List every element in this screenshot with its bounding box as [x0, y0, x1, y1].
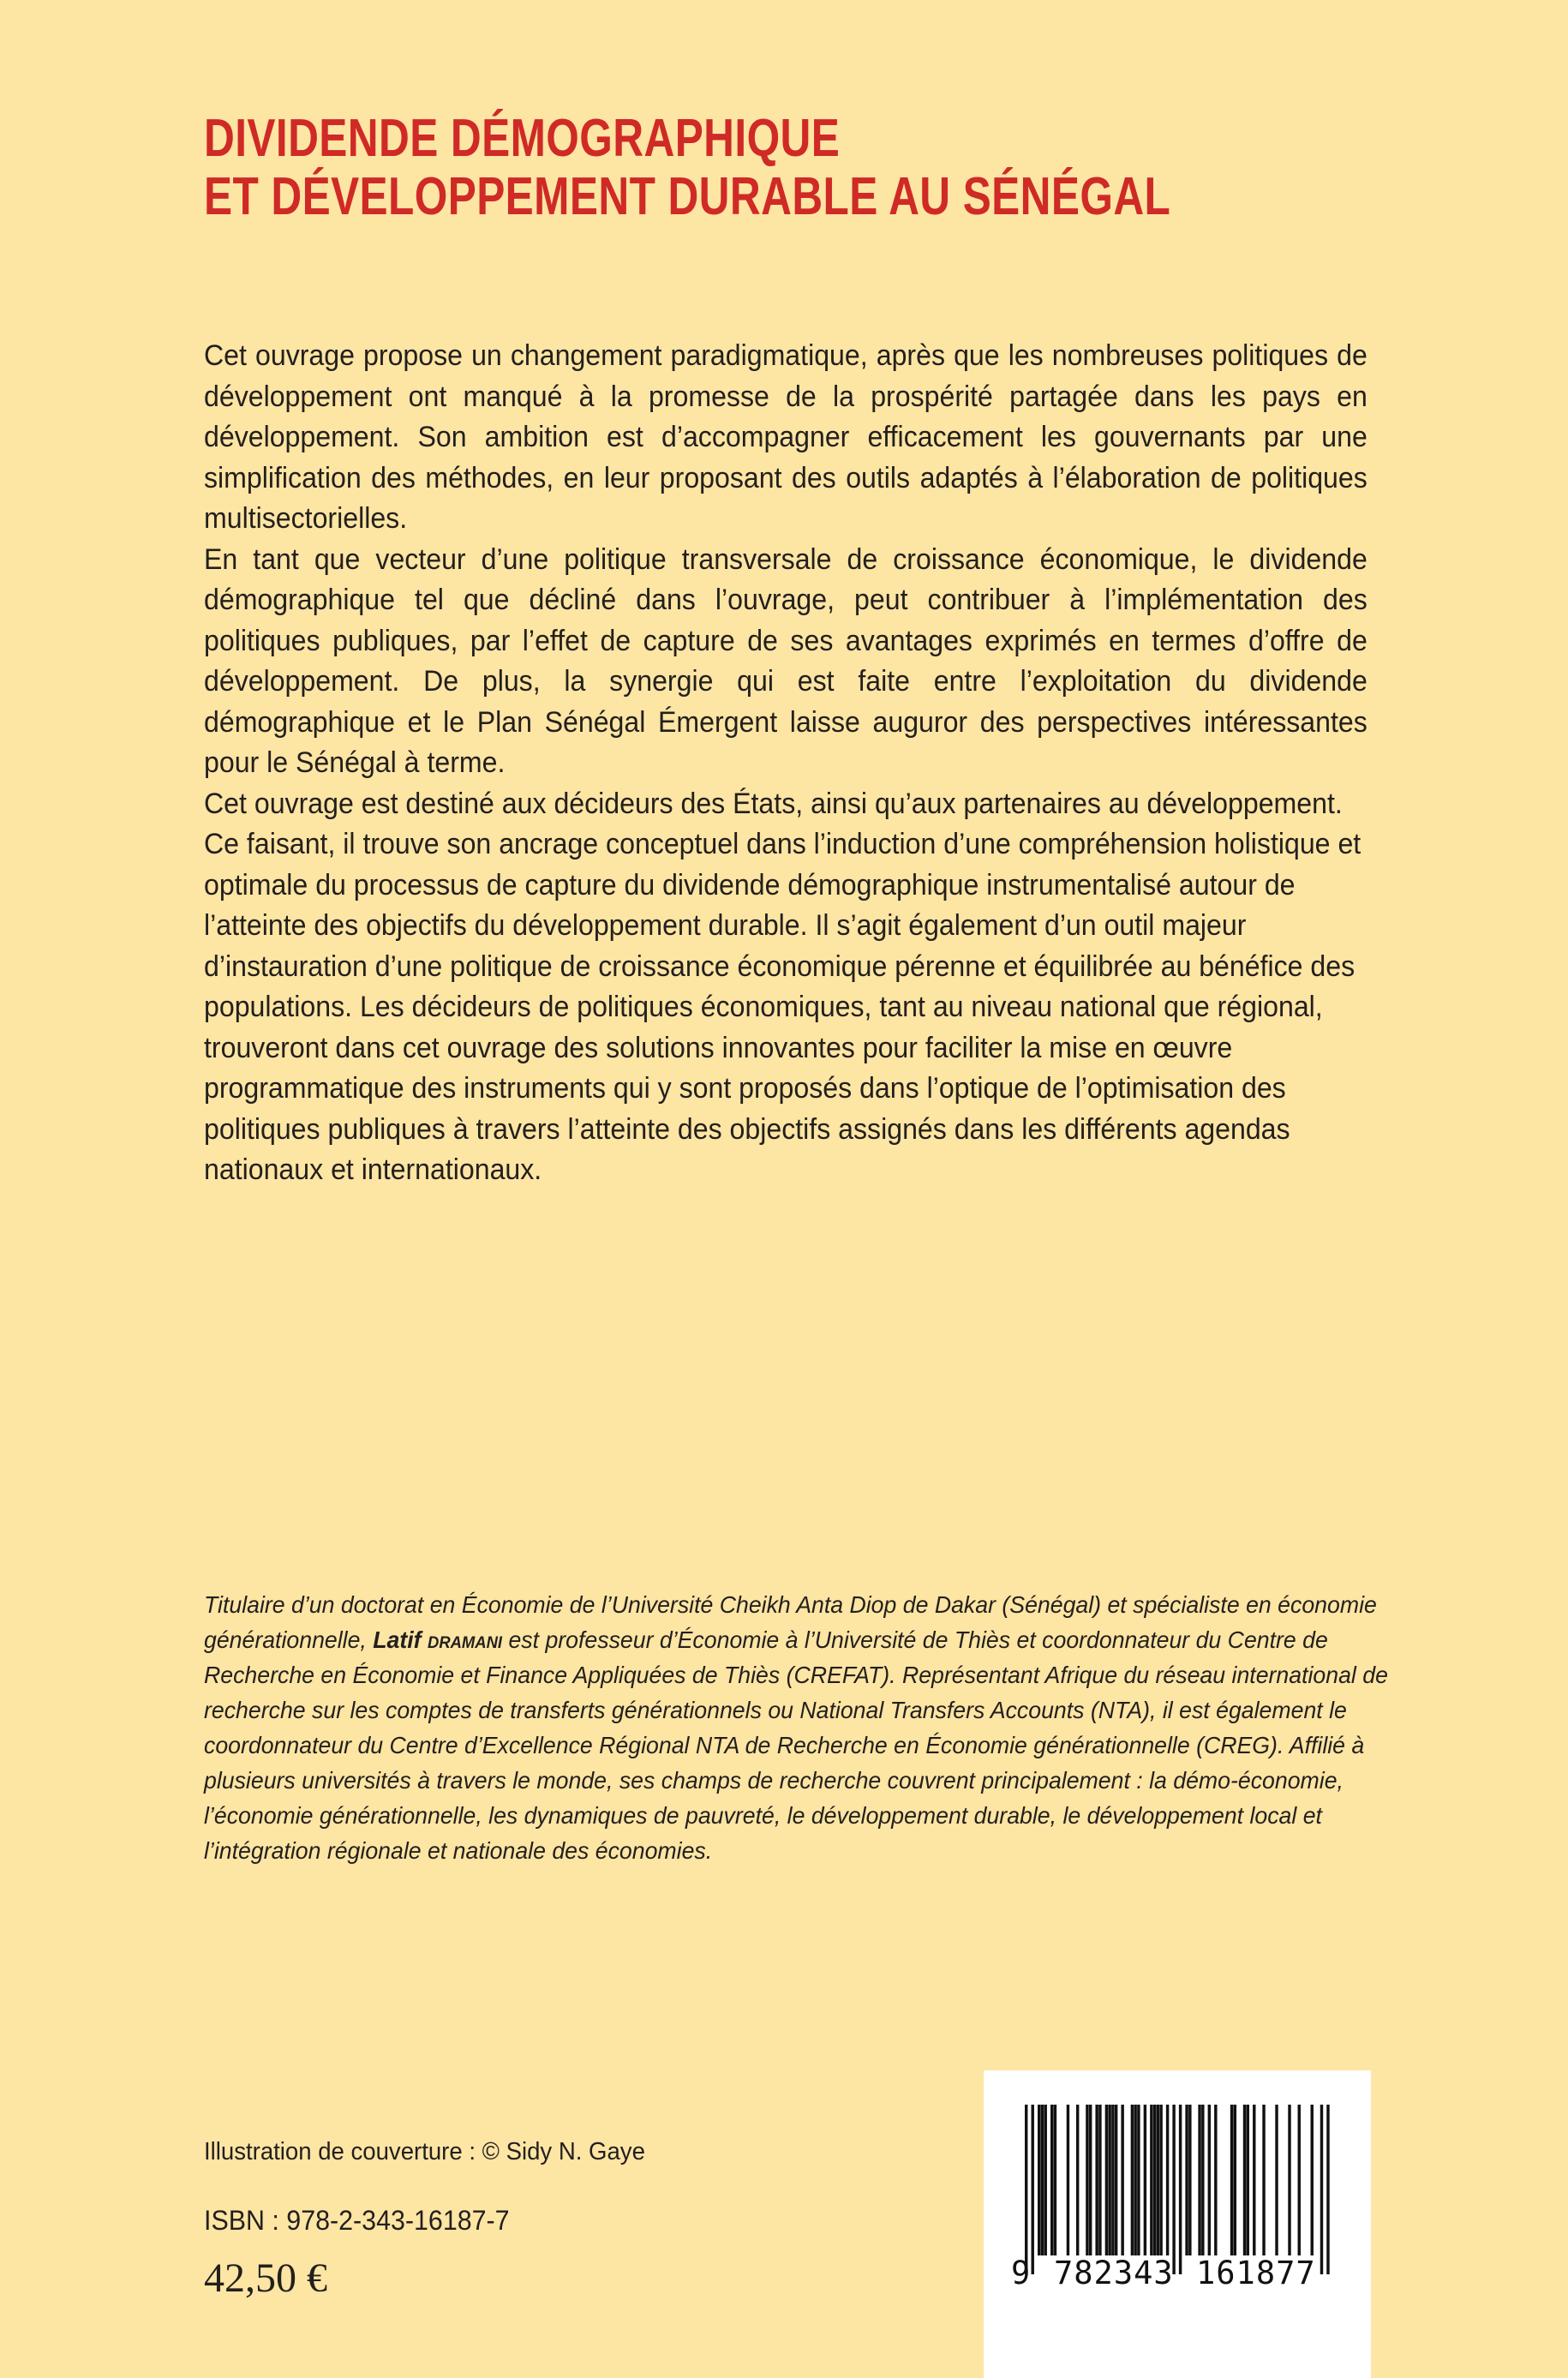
author-last-remainder: ramani	[439, 1626, 503, 1653]
bio-intro: Titulaire d’un doctorat en Économie de l’Université Cheikh Anta Diop de Dakar (Sénégal) et spécialiste en économie générationnelle,	[204, 1591, 1377, 1653]
barcode-bars	[1009, 2105, 1345, 2276]
title-line-1: DIVIDENDE DÉMOGRAPHIQUE	[204, 109, 841, 168]
barcode-digit-left: 9	[1011, 2255, 1032, 2291]
title-line-2: ET DÉVELOPPEMENT DURABLE AU SÉNÉGAL	[204, 167, 1171, 226]
cover-illustration-credit: Illustration de couverture : © Sidy N. Gaye	[204, 2138, 645, 2165]
author-biography	[204, 1587, 1401, 1868]
barcode-box	[984, 2070, 1371, 2378]
barcode-digit-middle: 782343	[1054, 2255, 1174, 2291]
price-text: 42,50 €	[204, 2255, 327, 2301]
blurb-text	[204, 336, 1368, 1191]
footer-block	[204, 2137, 975, 2303]
author-biography-text	[204, 1587, 1401, 1868]
blurb-paragraph-2: En tant que vecteur d’une politique transversale de croissance économique, le dividende démographique tel que décliné dans l’ouvrage, peut contribuer à l’implémentation des politiques publiques, par l’effet de capture de ses avantages exprimés en termes d’offre de développement. De plus, la synergie qui est faite entre l’exploitation du dividende démographique et le Plan Sénégal Émergent laisse auguror des perspectives intéressantes pour le Sénégal à terme.	[204, 542, 1368, 779]
isbn-text: ISBN : 978-2-343-16187-7	[204, 2205, 510, 2236]
barcode-svg	[1009, 2105, 1345, 2276]
blurb-paragraph-3: Cet ouvrage est destiné aux décideurs des États, ainsi qu’aux partenaires au développement. Ce faisant, il trouve son ancrage conceptuel dans l’induction d’une compréhension holistique et optimale du processus de capture du dividende démographique instrumentalisé autour de l’atteinte des objectifs du développement durable. Il s’agit également d’un outil majeur d’instauration d’une politique de croissance économique pérenne et équilibrée au bénéfice des populations. Les décideurs de politiques économiques, tant au niveau national que régional, trouveront dans cet ouvrage des solutions innovantes pour faciliter la mise en œuvre programmatique des instruments qui y sont proposés dans l’optique de l’optimisation des politiques publiques à travers l’atteinte des objectifs assignés dans les différents agendas nationaux et internationaux.	[204, 787, 1362, 1186]
author-first-name: Latif	[373, 1626, 422, 1653]
author-last-initial: d	[427, 1626, 440, 1653]
author-name-space	[422, 1626, 428, 1653]
barcode-digit-right: 161877	[1196, 2255, 1316, 2291]
blurb-paragraph-1: Cet ouvrage propose un changement paradigmatique, après que les nombreuses politiques de développement ont manqué à la promesse de la prospérité partagée dans les pays en développement. Son ambition est d’accompagner efficacement les gouvernants par une simplification des méthodes, en leur proposant des outils adaptés à l’élaboration de politiques multisectorielles.	[204, 339, 1368, 535]
bio-remainder: est professeur d’Économie à l’Université de Thiès et coordonnateur du Centre de Recherche en Économie et Finance Appliquées de Thiès (CREFAT). Représentant Afrique du réseau international de recherche sur les comptes de transferts générationnels ou National Transfers Accounts (NTA), il est également le coordonnateur du Centre d’Excellence Régional NTA de Recherche en Économie générationnelle (CREG). Affilié à plusieurs universités à travers le monde, ses champs de recherche couvrent principalement : la démo-économie, l’économie générationnelle, les dynamiques de pauvreté, le développement durable, le développement local et l’intégration régionale et nationale des économies.	[204, 1626, 1388, 1864]
barcode-digits	[1009, 2255, 1345, 2296]
author-last-name	[428, 1626, 502, 1653]
page-title	[204, 110, 1403, 226]
